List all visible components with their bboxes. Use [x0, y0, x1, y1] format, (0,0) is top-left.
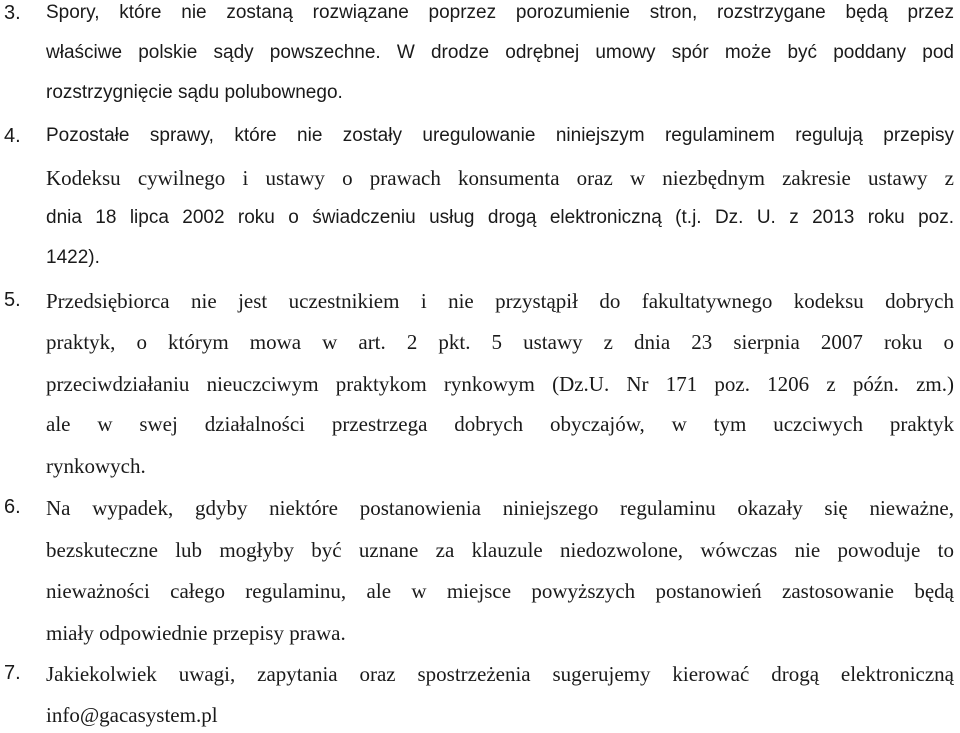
- text-line: praktyk, o którym mowa w art. 2 pkt. 5 ustawy z dnia 23 sierpnia 2007 roku o: [46, 330, 954, 354]
- item-number: 4.: [4, 125, 21, 147]
- text-line: 1422).: [46, 247, 100, 268]
- text-line: rozstrzygnięcie sądu polubownego.: [46, 82, 343, 103]
- text-line: Spory, które nie zostaną rozwiązane poprzez porozumienie stron, rozstrzygane będą przez: [46, 2, 954, 23]
- text-line: Pozostałe sprawy, które nie zostały uregulowanie niniejszym regulaminem regulują przepisy: [46, 125, 954, 146]
- contact-email: info@gacasystem.pl: [46, 703, 218, 727]
- item-number: 7.: [4, 662, 21, 684]
- text-line: Na wypadek, gdyby niektóre postanowienia niniejszego regulaminu okazały się nieważne,: [46, 496, 954, 520]
- text-line: przeciwdziałaniu nieuczciwym praktykom rynkowym (Dz.U. Nr 171 poz. 1206 z późn. zm.): [46, 372, 954, 396]
- text-line: Przedsiębiorca nie jest uczestnikiem i nie przystąpił do fakultatywnego kodeksu dobrych: [46, 289, 954, 313]
- text-line: ale w swej działalności przestrzega dobrych obyczajów, w tym uczciwych praktyk: [46, 412, 954, 436]
- text-line: dnia 18 lipca 2002 roku o świadczeniu usług drogą elektroniczną (t.j. Dz. U. z 2013 roku poz.: [46, 207, 954, 228]
- text-line: Jakiekolwiek uwagi, zapytania oraz spostrzeżenia sugerujemy kierować drogą elektroniczną: [46, 662, 954, 686]
- text-line: rynkowych.: [46, 454, 146, 478]
- text-line: miały odpowiednie przepisy prawa.: [46, 621, 346, 645]
- item-number: 6.: [4, 496, 21, 518]
- text-line: nieważności całego regulaminu, ale w miejsce powyższych postanowień zastosowanie będą: [46, 579, 954, 603]
- text-line: Kodeksu cywilnego i ustawy o prawach konsumenta oraz w niezbędnym zakresie ustawy z: [46, 166, 954, 190]
- text-line: bezskuteczne lub mogłyby być uznane za klauzule niedozwolone, wówczas nie powoduje to: [46, 538, 954, 562]
- text-line: właściwe polskie sądy powszechne. W drodze odrębnej umowy spór może być poddany pod: [46, 42, 954, 63]
- item-number: 5.: [4, 289, 21, 311]
- item-number: 3.: [4, 2, 21, 24]
